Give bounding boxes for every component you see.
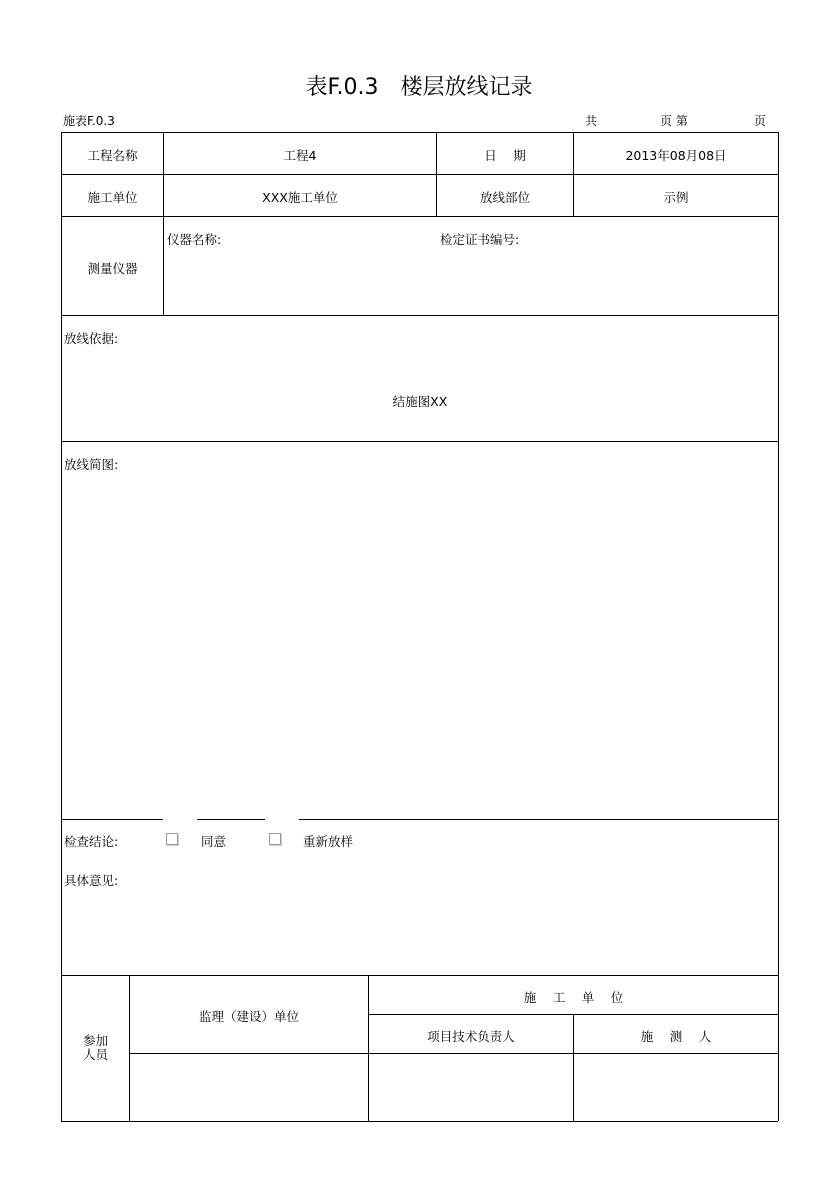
layout-basis-value: 结施图XX <box>392 394 448 409</box>
construction-unit-header: 施 工 单 位 <box>523 990 624 1005</box>
layout-basis-label: 放线依据: <box>64 331 119 346</box>
project-name-label: 工程名称 <box>87 148 138 163</box>
instrument-name-label: 仪器名称: <box>167 232 222 247</box>
supervision-signature-cell[interactable] <box>130 1054 368 1121</box>
date-value: 2013年08月08日 <box>625 148 727 163</box>
participants-label-line1: 参加 <box>82 1033 108 1048</box>
participants-label <box>62 1034 129 1062</box>
surveyor-signature-cell[interactable] <box>574 1054 778 1121</box>
participants-label-line2: 人员 <box>82 1047 108 1062</box>
relayout-checkbox[interactable] <box>269 833 281 845</box>
supervision-unit-header: 监理（建设）单位 <box>198 1009 299 1024</box>
construction-unit-label: 施工单位 <box>87 190 138 205</box>
specific-opinion-label: 具体意见: <box>64 873 119 888</box>
project-name-value: 工程4 <box>283 148 317 163</box>
date-label: 日 期 <box>484 148 526 163</box>
instrument-label: 测量仪器 <box>87 261 138 276</box>
page-title: 表F.0.3 楼层放线记录 <box>305 75 533 100</box>
check-conclusion-label: 检查结论: <box>64 834 119 849</box>
page-end-label: 页 <box>754 114 767 128</box>
tech-leader-signature-cell[interactable] <box>369 1054 573 1121</box>
agree-option-label: 同意 <box>201 834 227 849</box>
layout-part-value: 示例 <box>663 190 689 205</box>
tech-leader-header: 项目技术负责人 <box>427 1029 515 1044</box>
agree-checkbox[interactable] <box>166 833 178 845</box>
relayout-option-label: 重新放样 <box>303 834 354 849</box>
certificate-number-label: 检定证书编号: <box>440 232 520 247</box>
layout-part-label: 放线部位 <box>479 190 530 205</box>
page-mid-label: 页 第 <box>660 114 688 128</box>
layout-sketch-label: 放线简图: <box>64 457 119 472</box>
form-number: 施表F.0.3 <box>63 114 115 128</box>
page-total-label: 共 <box>585 114 598 128</box>
surveyor-header: 施 测 人 <box>640 1029 712 1044</box>
construction-unit-value: XXX施工单位 <box>262 190 338 205</box>
